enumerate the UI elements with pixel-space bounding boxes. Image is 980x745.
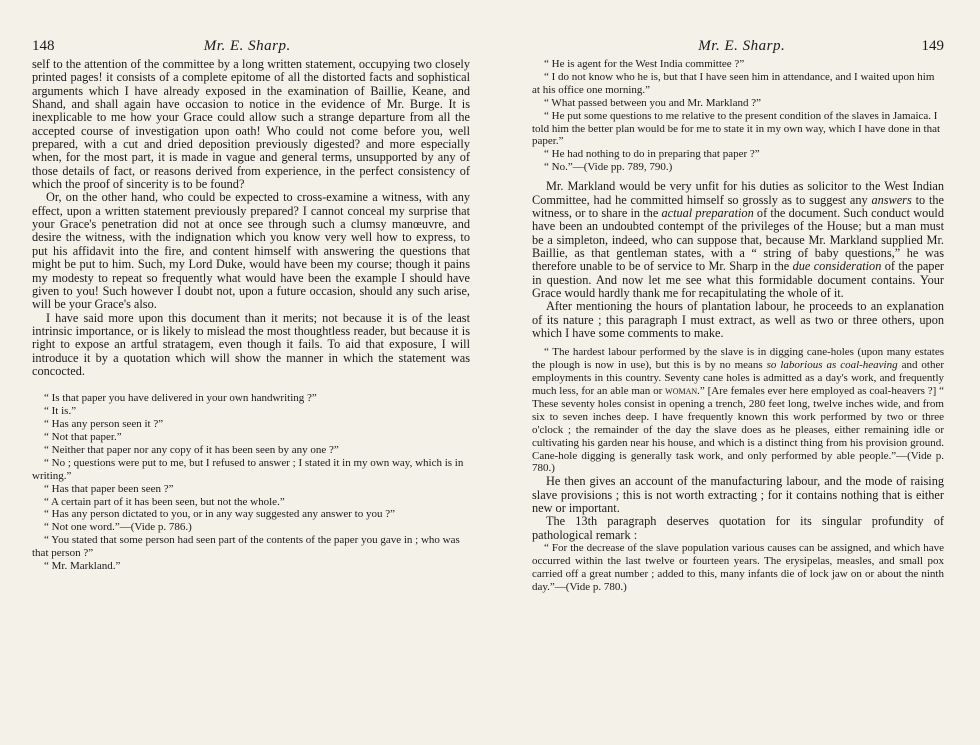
dialog-line: “ It is.” bbox=[44, 405, 77, 418]
dialog-line: “ Not one word.”—(Vide p. 786.) bbox=[44, 521, 192, 534]
right-body bbox=[532, 180, 944, 340]
dialog-line: “ Has any person dictated to you, or in any way suggested any answer to you ?” bbox=[44, 508, 395, 521]
right-paragraph: After mentioning the hours of plantation labour, he proceeds to an explanation of its nature ; this paragraph I must extract, as well as two or three others, upon which I have some comments to make. bbox=[532, 299, 944, 340]
left-paragraph: self to the attention of the committee by a long written statement, occupying two closely printed pages! it consists of a complete epitome of all the distorted facts and sophistical arguments which I have already exposed in the examination of Baillie, Keane, and Shand, and shall again have occasion to notice in the evidence of Mr. Burge. It is inexplicable to me how your Grace could allow such a strange departure from all the accepted course of investigation upon oath! Who could not come before you, well prepared, with a cut and dried deposition previously digested? and more especially when, for the most part, it is made in vague and general terms, unsupported by any of those details of fact, or reasons derived from experience, in the perfect consistency of which the proof of sincerity is to be found? bbox=[32, 57, 470, 192]
dialog-line: “ I do not know who he is, but that I have seen him in attendance, and I waited upon him at his office one morning.” bbox=[532, 70, 935, 96]
dialog-line: “ You stated that some person had seen part of the contents of the paper you gave in ; who was that person ?” bbox=[32, 534, 460, 560]
left-page-number: 148 bbox=[32, 38, 55, 54]
right-body-2 bbox=[532, 475, 944, 542]
left-paragraph: Or, on the other hand, who could be expected to cross-examine a witness, with any effect, upon a written statement previously prepared? I cannot conceal my surprise that your Grace's penetration did not at once see through such a clumsy manœuvre, and desire the witness, with the indignation which you know very well how to express, to put his affidavit into the fire, and content himself with answering the questions that might be put to him. Such, my Lord Duke, would have been my course; though it pains my modesty to repeat so frequently what would have been the example I should have given to you! Such however I doubt not, upon a future occasion, should any such arise, will be your Grace's also. bbox=[32, 190, 470, 312]
left-testimony-quote bbox=[32, 392, 470, 573]
dialog-line: “ Has any person seen it ?” bbox=[44, 418, 164, 431]
dialog-line: “ A certain part of it has been seen, but not the whole.” bbox=[44, 495, 285, 508]
dialog-line: “ What passed between you and Mr. Markland ?” bbox=[544, 96, 761, 109]
right-paragraph: The 13th paragraph deserves quotation for its singular profundity of pathological remark : bbox=[532, 514, 944, 542]
right-paragraph: He then gives an account of the manufacturing labour, and the mode of raising slave provisions ; this is not worth extracting ; for it contains nothing that is either new or important. bbox=[532, 474, 944, 516]
dialog-line: “ No ; questions were put to me, but I refused to answer ; I stated it in my own way, which is in writing.” bbox=[32, 456, 464, 482]
dialog-line: “ Neither that paper nor any copy of it has been seen by any one ?” bbox=[44, 443, 339, 456]
right-page-header bbox=[532, 38, 944, 58]
dialog-line: “ He is agent for the West India committee ?” bbox=[544, 58, 745, 70]
right-page-number: 149 bbox=[921, 38, 944, 54]
labour-quote: “ The hardest labour performed by the slave is in digging cane-holes (upon many estates the plough is now in use), but this is by no means so laborious as coal-heaving and other employments in this country. Seventy cane holes is admitted as a day's work, and frequently much less, for an able man or woman.” [Are females ever here employed as coal-heavers ?] “ These seventy holes consist in opening a trench, 280 feet long, twelve inches wide, and from six to seven inches deep. I have frequently known this work performed by two or three o'clock ; the remainder of the day the slave does as he pleases, either remaining idle or cultivating his garden near his house, and which is a distinct thing from his provision ground. Cane-hole digging is generally task work, and only performed by able people.”—(Vide p. 780.) bbox=[532, 346, 944, 475]
left-running-title: Mr. E. Sharp. bbox=[203, 38, 291, 54]
right-page bbox=[490, 0, 980, 745]
dialog-line: “ Not that paper.” bbox=[44, 430, 122, 443]
right-testimony-quote bbox=[532, 58, 944, 174]
right-paragraph: Mr. Markland would be very unfit for his duties as solicitor to the West Indian Committee, had he committed himself so grossly as to suggest any answers to the witness, or to share in the actual preparation of the document. Such conduct would have been an undoubted contempt of the privileges of the House; but a man must be a simpleton, indeed, who can suppose that, because Mr. Markland supplied Mr. Baillie, as that gentleman states, with a “ string of baby questions,” he was therefore unable to be of service to Mr. Sharp in the due consideration of the paper in question. And now let me see what this formidable document contains. Your Grace would hardly thank me for recapitulating the whole of it. bbox=[532, 179, 945, 300]
population-quote: “ For the decrease of the slave population various causes can be assigned, and which have occurred within the last twelve or fourteen years. The erysipelas, measles, and small pox carried off a great number ; added to this, many infants die of lock jaw on or about the ninth day.”—(Vide p. 780.) bbox=[532, 542, 944, 593]
dialog-line: “ No.”—(Vide pp. 789, 790.) bbox=[544, 161, 673, 174]
dialog-line: “ He had nothing to do in preparing that paper ?” bbox=[544, 148, 760, 161]
dialog-line: “ Is that paper you have delivered in your own handwriting ?” bbox=[44, 392, 317, 405]
left-paragraph: I have said more upon this document than it merits; not because it is of the least intrinsic importance, or is likely to mislead the most thoughtless reader, but because it is right to expose an artful stratagem, even though it fails. To aid that exposure, I will introduce it by a quotation which will show the manner in which the statement was concocted. bbox=[32, 310, 470, 378]
left-page-header bbox=[32, 38, 470, 58]
left-body bbox=[32, 58, 470, 378]
dialog-line: “ Has that paper been seen ?” bbox=[44, 482, 174, 495]
right-running-title: Mr. E. Sharp. bbox=[698, 38, 786, 54]
dialog-line: “ Mr. Markland.” bbox=[44, 560, 121, 573]
dialog-line: “ He put some questions to me relative to the present condition of the slaves in Jamaica. I told him the better plan would be for me to state it in my own way, which I have done in that paper.” bbox=[532, 109, 941, 148]
